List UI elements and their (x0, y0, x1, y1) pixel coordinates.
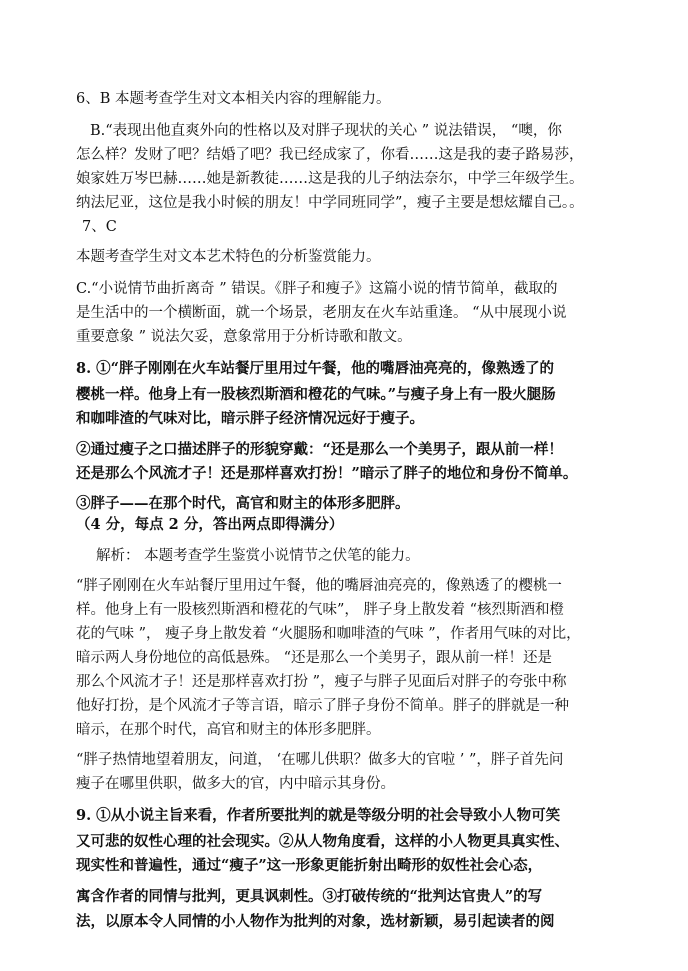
q8-answer-line: ③胖子——在那个时代，高官和财主的体形多肥胖。 (76, 495, 410, 512)
q6-explanation-line: 娘家姓万岑巴赫……她是新教徒……这是我的儿子纳法奈尔，中学三年级学生。 (76, 171, 584, 187)
q8-analysis-line: 那么个风流才子！还是那样喜欢打扮 ”，瘦子与胖子见面后对胖子的夸张中称 (76, 674, 567, 690)
q8-answer-line: 樱桃一样。他身上有一股核烈斯酒和橙花的气味。”与瘦子身上有一股火腿肠 (76, 386, 556, 403)
q7-explanation-line: 重要意象 ” 说法欠妥，意象常用于分析诗歌和散文。 (76, 329, 412, 345)
q9-answer-line: 9. ①从小说主旨来看，作者所要批判的就是等级分明的社会导致小人物可笑 (76, 807, 561, 824)
q7-explanation-line: C.“小说情节曲折离奇 ” 错误。《胖子和瘦子》这篇小说的情节简单，截取的 (76, 281, 558, 297)
q8-analysis-line: 花的气味 ”， 瘦子身上散发着 “火腿肠和咖啡渣的气味 ”，作者用气味的对比， (76, 626, 581, 642)
q8-analysis-line: 暗示，在那个时代，高官和财主的体形多肥胖。 (76, 722, 381, 738)
q8-analysis-line: 瘦子在哪里供职，做多大的官，内中暗示其身份。 (76, 776, 395, 792)
q6-explanation-line: B.“表现出他直爽外向的性格以及对胖子现状的关心 ” 说法错误， “噢，你 (90, 123, 562, 139)
q8-answer-line: 还是那么个风流才子！还是那样喜欢打扮！”暗示了胖子的地位和身份不简单。 (76, 465, 578, 482)
q8-answer-line: ②通过瘦子之口描述胖子的形貌穿戴：“还是那么一个美男子，跟从前一样！ (76, 441, 563, 458)
q8-analysis-line: “胖子刚刚在火车站餐厅里用过午餐，他的嘴唇油亮亮的，像熟透了的樱桃一 (76, 578, 562, 594)
q7-explanation-line: 本题考查学生对文本艺术特色的分析鉴赏能力。 (76, 249, 381, 265)
q8-scoring-note: （4 分，每点 2 分，答出两点即得满分） (76, 516, 344, 533)
q9-answer-line: 法，以原本令人同情的小人物作为批判的对象，选材新颖，易引起读者的阅 (76, 913, 555, 930)
q8-answer-line: 和咖啡渣的气味对比，暗示胖子经济情况远好于瘦子。 (76, 410, 424, 427)
q6-explanation-line: 怎么样？发财了吧？结婚了吧？我已经成家了，你看……这是我的妻子路易莎， (76, 147, 584, 163)
q7-answer-heading: 7、C (82, 219, 117, 235)
q8-answer-line: 8. ①“胖子刚刚在火车站餐厅里用过午餐，他的嘴唇油亮亮的，像熟透了的 (76, 360, 555, 377)
q8-analysis-line: 他好打扮，是个风流才子等言语，暗示了胖子身份不简单。胖子的胖就是一种 (76, 698, 569, 714)
q6-answer-heading: 6、B 本题考查学生对文本相关内容的理解能力。 (76, 91, 391, 107)
q8-analysis-heading: 解析： 本题考查学生鉴赏小说情节之伏笔的能力。 (96, 548, 420, 564)
q9-answer-line: 又可悲的奴性心理的社会现实。②从人物角度看，这样的小人物更具真实性、 (76, 833, 569, 850)
q7-explanation-line: 是生活中的一个横断面，就一个场景，老朋友在火车站重逢。 “从中展现小说 (76, 305, 567, 321)
q9-answer-line: 寓含作者的同情与批判，更具讽刺性。③打破传统的“批判达官贵人”的写 (76, 888, 543, 905)
q9-answer-line: 现实性和普遍性，通过“瘦子”这一形象更能折射出畸形的奴性社会心态， (76, 857, 543, 874)
q6-explanation-line: 纳法尼亚，这位是我小时候的朋友！中学同班同学”，瘦子主要是想炫耀自己。。 (76, 195, 584, 211)
q8-analysis-line: 样。他身上有一股核烈斯酒和橙花的气味”， 胖子身上散发着 “核烈斯酒和橙 (76, 602, 565, 618)
q8-analysis-line: “胖子热情地望着朋友，问道， ‘在哪儿供职？做多大的官啦 ’ ”，胖子首先问 (76, 752, 564, 768)
q8-analysis-line: 暗示两人身份地位的高低悬殊。 “还是那么一个美男子，跟从前一样！还是 (76, 650, 553, 666)
